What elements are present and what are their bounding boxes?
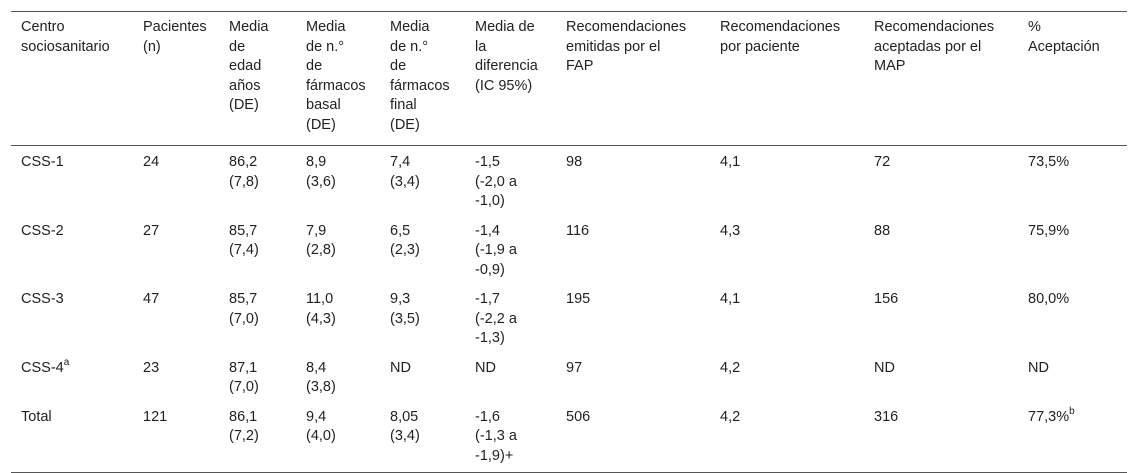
cell-farmacos-final — [380, 146, 465, 218]
table-header — [11, 12, 1127, 146]
cell-recomendaciones-aceptadas-text: 72 — [874, 154, 891, 170]
cell-diferencia-text: -1,5 (-2,0 a -1,0) — [475, 154, 517, 209]
cell-farmacos-final-text: ND — [390, 359, 411, 376]
cell-aceptacion-text: ND — [1028, 359, 1049, 376]
table-row — [11, 404, 1127, 473]
cell-diferencia — [465, 404, 556, 473]
cell-diferencia — [465, 146, 556, 218]
cell-centro — [11, 355, 133, 404]
header-recomendaciones-aceptadas: Recomendaciones aceptadas por el MAP — [874, 19, 995, 74]
cell-recomendaciones-por-paciente — [710, 286, 864, 355]
cell-farmacos-final-text: 6,5 (2,3) — [390, 222, 420, 258]
header-aceptacion: % Aceptación — [1028, 19, 1100, 55]
cell-farmacos-basal-text: 8,9 (3,6) — [306, 154, 336, 190]
cell-recomendaciones-aceptadas-text: 316 — [874, 408, 899, 425]
cell-recomendaciones-aceptadas — [864, 355, 1018, 404]
cell-farmacos-basal-text: 11,0 (4,3) — [306, 291, 336, 327]
cell-aceptacion — [1018, 404, 1127, 473]
cell-edad — [219, 146, 296, 218]
cell-diferencia — [465, 218, 556, 287]
cell-diferencia-text: -1,6 (-1,3 a -1,9)+ — [475, 408, 517, 464]
cell-edad — [219, 286, 296, 355]
cell-pacientes-text: 23 — [143, 359, 160, 376]
cell-edad-text: 87,1 (7,0) — [229, 359, 259, 395]
results-table — [11, 11, 1127, 473]
cell-recomendaciones-aceptadas — [864, 218, 1018, 287]
cell-pacientes — [133, 404, 219, 473]
cell-edad-text: 86,1 (7,2) — [229, 408, 259, 444]
header-edad: Media de edad años (DE) — [229, 19, 269, 113]
cell-recomendaciones-aceptadas-text: 88 — [874, 222, 891, 239]
cell-aceptacion-text: 75,9% — [1028, 222, 1070, 239]
header-recomendaciones-por-paciente: Recomendaciones por paciente — [720, 19, 841, 55]
cell-centro — [11, 404, 133, 473]
table-row — [11, 218, 1127, 287]
cell-recomendaciones-emitidas — [556, 218, 710, 287]
cell-diferencia — [465, 355, 556, 404]
cell-edad-text: 86,2 (7,8) — [229, 154, 259, 190]
cell-farmacos-basal — [296, 286, 380, 355]
cell-farmacos-basal — [296, 146, 380, 218]
cell-recomendaciones-por-paciente — [710, 218, 864, 287]
cell-recomendaciones-aceptadas — [864, 146, 1018, 218]
cell-recomendaciones-emitidas-text: 506 — [566, 408, 591, 425]
cell-pacientes-text: 121 — [143, 408, 168, 425]
cell-recomendaciones-emitidas — [556, 286, 710, 355]
cell-centro-text: CSS-4 — [21, 359, 64, 376]
cell-recomendaciones-emitidas-text: 195 — [566, 291, 591, 307]
cell-recomendaciones-aceptadas-text: ND — [874, 359, 895, 376]
cell-pacientes — [133, 218, 219, 287]
cell-aceptacion-text: 80,0% — [1028, 291, 1070, 307]
cell-farmacos-final — [380, 404, 465, 473]
cell-farmacos-basal-text: 7,9 (2,8) — [306, 222, 336, 258]
cell-farmacos-final — [380, 218, 465, 287]
cell-recomendaciones-por-paciente-text: 4,2 — [720, 408, 741, 425]
cell-diferencia-text: ND — [475, 359, 496, 376]
header-recomendaciones-emitidas: Recomendaciones emitidas por el FAP — [566, 19, 687, 74]
cell-pacientes — [133, 286, 219, 355]
header-farmacos-basal: Media de n.° de fármacos basal (DE) — [306, 19, 366, 133]
cell-recomendaciones-emitidas — [556, 404, 710, 473]
cell-pacientes — [133, 355, 219, 404]
cell-centro — [11, 286, 133, 355]
cell-farmacos-basal-text: 8,4 (3,8) — [306, 359, 336, 395]
cell-farmacos-final — [380, 355, 465, 404]
cell-recomendaciones-por-paciente — [710, 404, 864, 473]
data-table-container — [11, 11, 1127, 473]
cell-pacientes-text: 24 — [143, 154, 160, 170]
table-row — [11, 146, 1127, 218]
cell-recomendaciones-por-paciente-text: 4,3 — [720, 222, 741, 239]
footnote-marker: b — [1069, 405, 1075, 417]
cell-edad — [219, 355, 296, 404]
cell-aceptacion-text: 77,3% — [1028, 408, 1070, 425]
header-diferencia: Media de la diferencia (IC 95%) — [475, 19, 538, 94]
cell-edad — [219, 404, 296, 473]
table-row — [11, 355, 1127, 404]
cell-edad — [219, 218, 296, 287]
table-body — [11, 146, 1127, 473]
cell-edad-text: 85,7 (7,0) — [229, 291, 259, 327]
cell-aceptacion — [1018, 218, 1127, 287]
cell-recomendaciones-emitidas — [556, 146, 710, 218]
cell-recomendaciones-aceptadas — [864, 286, 1018, 355]
cell-diferencia — [465, 286, 556, 355]
cell-diferencia-text: -1,7 (-2,2 a -1,3) — [475, 291, 517, 346]
footnote-marker: a — [63, 356, 70, 368]
cell-centro-text: CSS-2 — [21, 222, 64, 239]
cell-recomendaciones-emitidas-text: 116 — [566, 222, 590, 239]
cell-recomendaciones-emitidas — [556, 355, 710, 404]
cell-centro — [11, 146, 133, 218]
cell-farmacos-basal — [296, 218, 380, 287]
cell-centro — [11, 218, 133, 287]
cell-farmacos-final-text: 9,3 (3,5) — [390, 291, 420, 327]
header-farmacos-final: Media de n.° de fármacos final (DE) — [390, 19, 450, 133]
cell-recomendaciones-por-paciente-text: 4,1 — [720, 154, 741, 170]
cell-farmacos-final — [380, 286, 465, 355]
cell-recomendaciones-por-paciente — [710, 355, 864, 404]
cell-aceptacion — [1018, 355, 1127, 404]
cell-centro-text: CSS-1 — [21, 154, 64, 170]
cell-pacientes-text: 27 — [143, 222, 160, 239]
cell-diferencia-text: -1,4 (-1,9 a -0,9) — [475, 222, 517, 278]
cell-aceptacion — [1018, 286, 1127, 355]
cell-pacientes-text: 47 — [143, 291, 160, 307]
cell-edad-text: 85,7 (7,4) — [229, 222, 259, 258]
cell-centro-text: CSS-3 — [21, 291, 64, 307]
table-row — [11, 286, 1127, 355]
header-centro: Centro sociosanitario — [21, 19, 110, 55]
cell-farmacos-basal — [296, 404, 380, 473]
cell-centro-text: Total — [21, 408, 52, 425]
cell-recomendaciones-por-paciente — [710, 146, 864, 218]
cell-recomendaciones-emitidas-text: 98 — [566, 154, 583, 170]
cell-recomendaciones-emitidas-text: 97 — [566, 359, 583, 376]
cell-farmacos-final-text: 7,4 (3,4) — [390, 154, 420, 190]
cell-aceptacion — [1018, 146, 1127, 218]
cell-farmacos-final-text: 8,05 (3,4) — [390, 408, 420, 444]
cell-recomendaciones-aceptadas-text: 156 — [874, 291, 899, 307]
cell-recomendaciones-por-paciente-text: 4,2 — [720, 359, 741, 376]
cell-recomendaciones-aceptadas — [864, 404, 1018, 473]
cell-pacientes — [133, 146, 219, 218]
cell-recomendaciones-por-paciente-text: 4,1 — [720, 291, 741, 307]
cell-farmacos-basal — [296, 355, 380, 404]
cell-aceptacion-text: 73,5% — [1028, 154, 1070, 170]
cell-farmacos-basal-text: 9,4 (4,0) — [306, 408, 336, 444]
header-row — [11, 12, 1127, 146]
header-pacientes: Pacientes (n) — [143, 19, 207, 55]
